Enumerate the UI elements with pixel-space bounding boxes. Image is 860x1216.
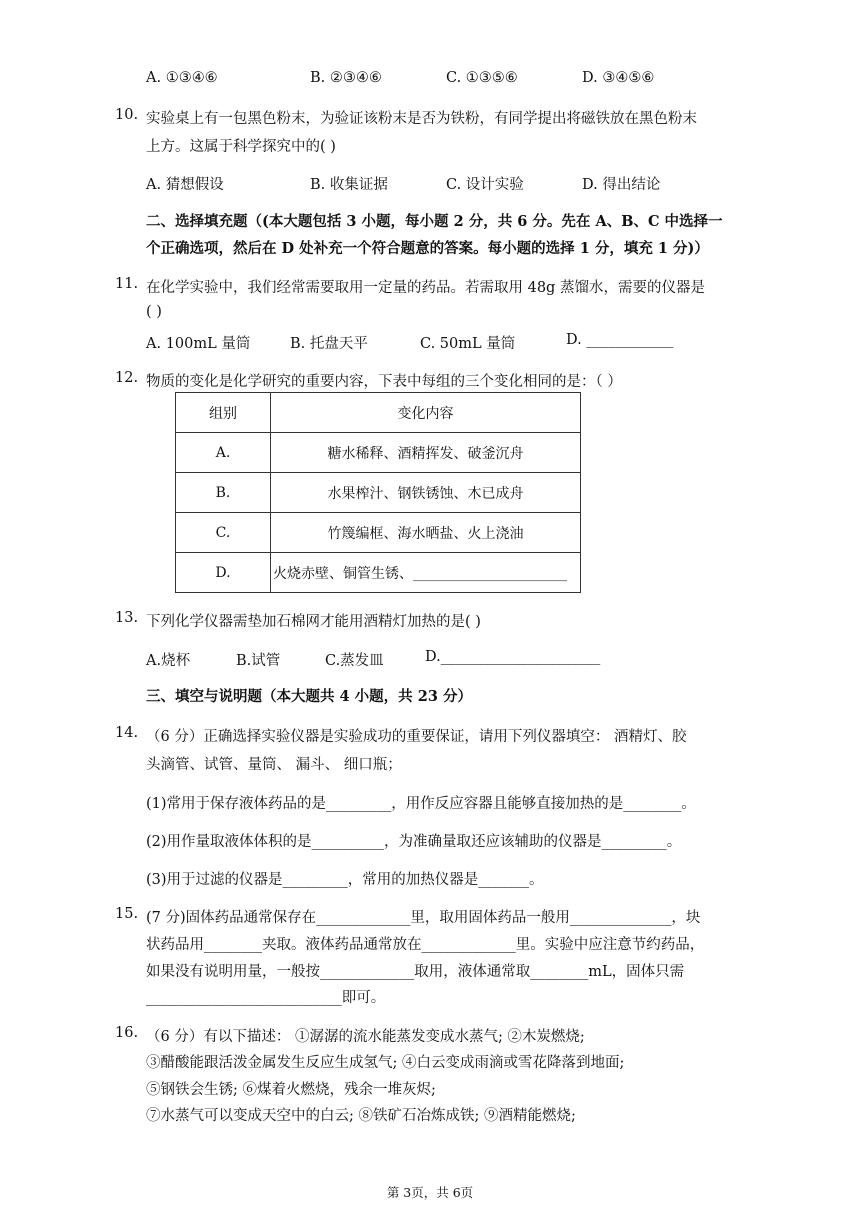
q16-text-line3: ⑤钢铁会生锈; ⑥煤着火燃烧，残余一堆灰烬; xyxy=(146,1082,436,1098)
table-row xyxy=(176,433,581,473)
q11-number: 11. xyxy=(115,276,139,292)
q11-option-c: C. 50mL 量筒 xyxy=(420,336,516,352)
q9-option-d: D. ③④⑤⑥ xyxy=(582,70,655,86)
q16-number: 16. xyxy=(115,1025,139,1041)
table-cell-group: D. xyxy=(176,553,271,593)
table-cell-content: 竹篾编框、海水晒盐、火上浇油 xyxy=(271,513,581,553)
table-cell-group: A. xyxy=(176,433,271,473)
q10-text-line1: 实验桌上有一包黑色粉末，为验证该粉末是否为铁粉，有同学提出将磁铁放在黑色粉末 xyxy=(146,111,697,127)
q10-text-line2: 上方。这属于科学探究中的( ) xyxy=(146,139,336,155)
q15-text-line3: 如果没有说明用量，一般按_____________取用，液体通常取________mL，固体只需 xyxy=(146,964,685,980)
table-header-content: 变化内容 xyxy=(271,393,581,433)
q14-sub3: (3)用于过滤的仪器是_________，常用的加热仪器是_______。 xyxy=(146,872,544,888)
section3-heading: 三、填空与说明题（本大题共 4 小题，共 23 分） xyxy=(146,688,472,705)
table-cell-group: C. xyxy=(176,513,271,553)
table-row xyxy=(176,513,581,553)
q15-number: 15. xyxy=(115,906,139,922)
table-row xyxy=(176,473,581,513)
q10-option-c: C. 设计实验 xyxy=(446,177,524,193)
q12-text: 物质的变化是化学研究的重要内容，下表中每组的三个变化相同的是：（ ） xyxy=(146,374,622,390)
table-cell-content: 水果榨汁、钢铁锈蚀、木已成舟 xyxy=(271,473,581,513)
q12-table xyxy=(175,392,581,593)
table-header-group: 组别 xyxy=(176,393,271,433)
q9-option-b: B. ②③④⑥ xyxy=(310,70,382,86)
q9-option-a: A. ①③④⑥ xyxy=(146,70,218,86)
q10-number: 10. xyxy=(115,107,139,123)
q13-text: 下列化学仪器需垫加石棉网才能用酒精灯加热的是( ) xyxy=(146,614,481,630)
table-header-row xyxy=(176,393,581,433)
q11-option-b: B. 托盘天平 xyxy=(290,336,368,352)
q9-option-c: C. ①③⑤⑥ xyxy=(446,70,518,86)
q16-text-line4: ⑦水蒸气可以变成天空中的白云; ⑧铁矿石冶炼成铁; ⑨酒精能燃烧; xyxy=(146,1108,576,1124)
q11-option-d: D. ____________ xyxy=(566,332,674,348)
q13-option-d: D.______________________ xyxy=(425,649,601,665)
q10-option-b: B. 收集证据 xyxy=(310,177,388,193)
q15-text-line1: (7 分)固体药品通常保存在_____________里，取用固体药品一般用______________，块 xyxy=(146,910,701,926)
q11-text-line1: 在化学实验中，我们经常需要取用一定量的药品。若需取用 48g 蒸馏水，需要的仪器是 xyxy=(146,280,705,296)
q14-text-line1: （6 分）正确选择实验仪器是实验成功的重要保证，请用下列仪器填空： 酒精灯、胶 xyxy=(146,729,687,745)
section2-heading-line1: 二、选择填充题（(本大题包括 3 小题，每小题 2 分，共 6 分。先在 A、B、C 中选择一 xyxy=(146,213,723,230)
q14-number: 14. xyxy=(115,725,139,741)
table-cell-content: 火烧赤壁、铜管生锈、______________________ xyxy=(271,553,581,593)
q15-text-line2: 状药品用________夹取。液体药品通常放在_____________里。实验中应注意节约药品， xyxy=(146,937,705,953)
q11-text-line2: ( ) xyxy=(146,304,162,320)
q14-sub1: (1)常用于保存液体药品的是_________，用作反应容器且能够直接加热的是________。 xyxy=(146,796,696,812)
q14-sub2: (2)用作量取液体体积的是__________，为准确量取还应该辅助的仪器是_________。 xyxy=(146,834,682,850)
q14-text-line2: 头滴管、试管、量筒、 漏斗、 细口瓶； xyxy=(146,757,402,773)
q13-option-b: B.试管 xyxy=(236,653,281,669)
table-cell-content: 糖水稀释、酒精挥发、破釜沉舟 xyxy=(271,433,581,473)
table-cell-group: B. xyxy=(176,473,271,513)
section2-heading-line2: 个正确选项，然后在 D 处补充一个符合题意的答案。每小题的选择 1 分，填充 1 分)） xyxy=(146,240,709,257)
q13-option-a: A.烧杯 xyxy=(146,653,191,669)
q16-text-line2: ③醋酸能跟活泼金属发生反应生成氢气; ④白云变成雨滴或雪花降落到地面; xyxy=(146,1055,625,1071)
q13-option-c: C.蒸发皿 xyxy=(325,653,384,669)
q10-option-a: A. 猜想假设 xyxy=(146,177,224,193)
table-row xyxy=(176,553,581,593)
q16-text-line1: （6 分）有以下描述： ①潺潺的流水能蒸发变成水蒸气; ②木炭燃烧; xyxy=(146,1029,585,1045)
page-footer: 第 3页，共 6页 xyxy=(386,1185,474,1200)
q10-option-d: D. 得出结论 xyxy=(582,177,661,193)
q13-number: 13. xyxy=(115,610,139,626)
q12-number: 12. xyxy=(115,370,139,386)
q15-text-line4: ___________________________即可。 xyxy=(146,990,386,1006)
q11-option-a: A. 100mL 量筒 xyxy=(146,336,251,352)
